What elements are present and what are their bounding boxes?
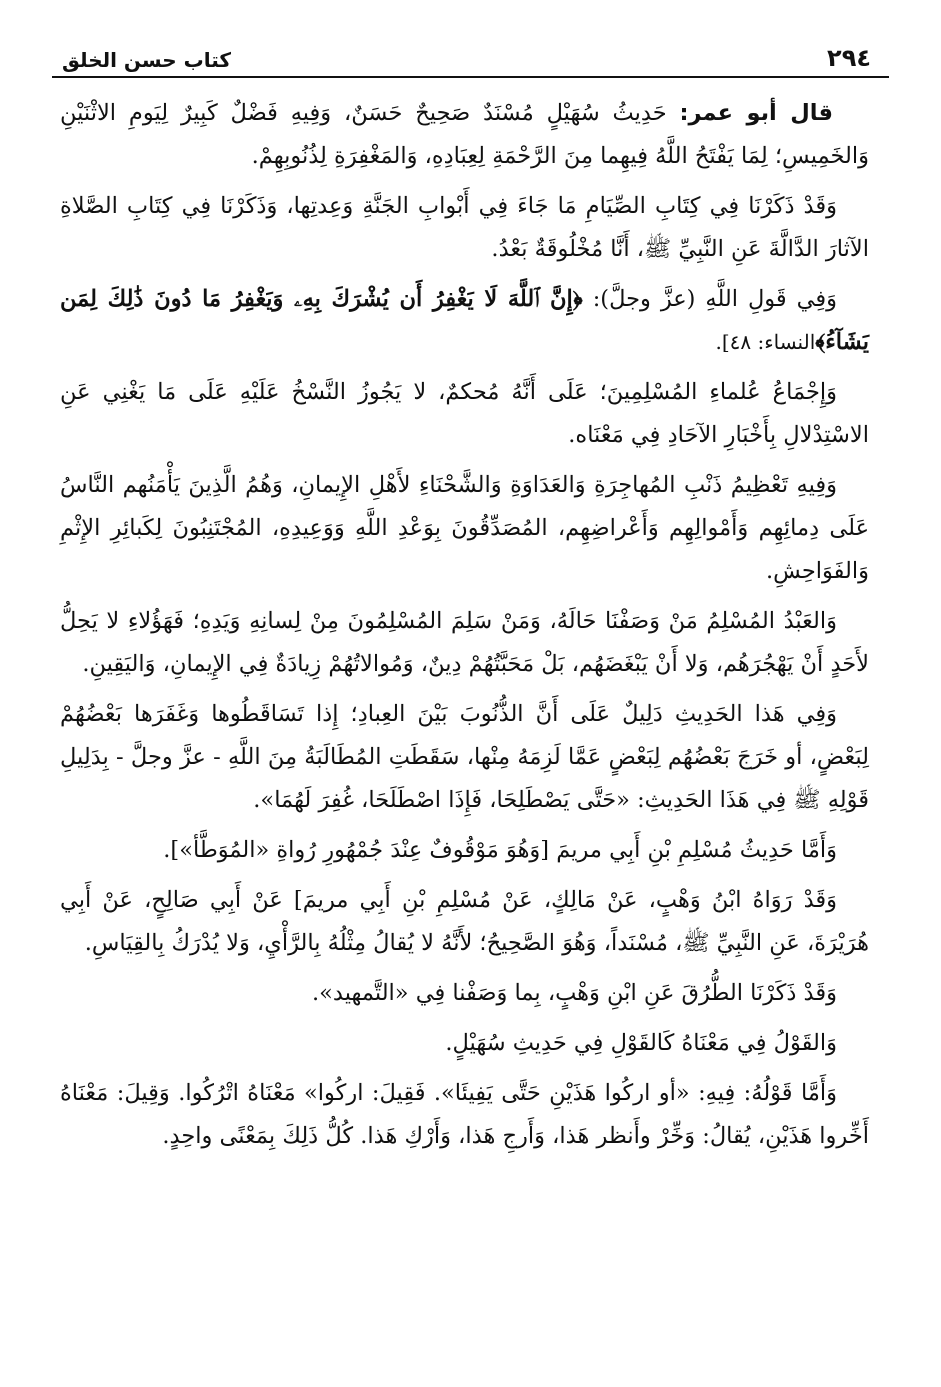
paragraph-10: وَقَدْ ذَكَرْنَا الطُّرُقَ عَنِ ابْنِ وَهْبٍ، بِما وَصَفْنا فِي «التَّمهيد». bbox=[312, 980, 837, 1006]
verse-reference: النساء: ٤٨]. bbox=[715, 330, 816, 354]
quran-verse: ﴿إِنَّ ٱللَّهَ لَا يَغْفِرُ أَن يُشْرَكَ بِهِۦ وَيَغْفِرُ مَا دُونَ ذَٰلِكَ لِمَن يَشَآءُ﴾ bbox=[60, 286, 869, 355]
paragraph-1 bbox=[60, 92, 869, 178]
paragraph-text: وَفِي قَولِ اللَّهِ (عزَّ وجلَّ): bbox=[592, 286, 838, 312]
paragraph-7: وَفِي هَذا الحَدِيثِ دَلِيلٌ عَلَى أَنَّ الذُّنُوبَ بَيْنَ العِبادِ؛ إِذا تَسَاقَطُوها وَغَفَرَها بَعْضُهُمْ لِبَعْضٍ، أو خَرَجَ بَعْضُهُم لِبَعْضٍ عَمَّا لَزِمَهُ مِنْها، سَقَطَتِ المُطَالَبَةُ مِنَ اللَّهِ - عزَّ وجلَّ - بِدَلِيلِ قَوْلِهِ ﷺ فِي هَذَا الحَدِيثِ: «حَتَّى يَصْطَلِحَا، فَإِذَا اصْطَلَحَا، غُفِرَ لَهُمَا». bbox=[60, 701, 869, 813]
paragraph-6: وَالعَبْدُ المُسْلِمُ مَنْ وَصَفْنَا حَالَهُ، وَمَنْ سَلِمَ المُسْلِمُونَ مِنْ لِسانِهِ وَيَدِهِ؛ فَهَؤُلاءِ لا يَحِلُّ لأَحَدٍ أَنْ يَهْجُرَهُم، وَلا أَنْ يَبْغَضَهُم، بَلْ مَحَبَّتُهُمْ دِينٌ، وَمُوالاتُهُمْ زِيادَةٌ فِي الإِيمانِ، وَاليَقِينِ. bbox=[60, 608, 869, 677]
paragraph-4: وَإِجْمَاعُ عُلماءِ المُسْلِمِينَ؛ عَلَى أَنَّهُ مُحكمٌ، لا يَجُوزُ النَّسْخُ عَلَيْهِ عَلَى مَا يَغْنِي عَنِ الاسْتِدْلالِ بِأَخْبَارِ الآحَادِ فِي مَعْنَاه. bbox=[60, 379, 869, 448]
paragraph-11: وَالقَوْلُ فِي مَعْنَاهُ كَالقَوْلِ فِي حَدِيثِ سُهَيْلٍ. bbox=[445, 1030, 837, 1056]
paragraph-2: وَقَدْ ذَكَرْنَا فِي كِتَابِ الصِّيَامِ مَا جَاءَ فِي أَبْوابِ الجَنَّةِ وَعِدتِها، وَذَكَرْنَا فِي كِتَابِ الصَّلاةِ الآثارَ الدَّالَّةَ عَنِ النَّبِيِّ ﷺ، أَنَّا مُخْلُوقَةٌ بَعْدُ. bbox=[60, 193, 869, 262]
page-number: ٢٩٤ bbox=[827, 44, 871, 72]
paragraph-lead: قال أبو عمر: bbox=[679, 100, 833, 126]
book-title: كتاب حسن الخلق bbox=[62, 48, 232, 72]
paragraph-9: وَقَدْ رَوَاهُ ابْنُ وَهْبٍ، عَنْ مَالِكٍ، عَنْ مُسْلِمِ بْنِ أَبِي مريمَ] عَنْ أَبِي صَالِحٍ، عَنْ أَبِي هُرَيْرَةَ، عَنِ النَّبِيِّ ﷺ، مُسْنَداً، وَهُوَ الصَّحِيحُ؛ لأَنَّهُ لا يُقالُ مِثْلُهُ بِالرَّأْيِ، وَلا يُدْرَكُ بِالقِيَاسِ. bbox=[60, 887, 869, 956]
paragraph-3 bbox=[60, 278, 869, 364]
paragraph-5: وَفِيهِ تَعْظِيمُ ذَنْبِ المُهاجِرَةِ وَالعَدَاوَةِ وَالشَّحْنَاءِ لأَهْلِ الإِيمانِ، وَهُمُ الَّذِينَ يَأْمَنُهم النَّاسُ عَلَى دِمائِهِم وَأَمْوالِهِم وَأَعْراضِهِم، المُصَدِّقُونَ بِوَعْدِ اللَّهِ وَوَعِيدِهِ، المُجْتَنِبُونَ لِكَبائِرِ الإِثْمِ وَالفَوَاحِشِ. bbox=[60, 472, 869, 584]
paragraph-8: وَأَمَّا حَدِيثُ مُسْلِمِ بْنِ أَبِي مريمَ [وَهُوَ مَوْقُوفٌ عِنْدَ جُمْهُورِ رُواةِ «المُوَطَّأ»]. bbox=[163, 837, 837, 863]
paragraph-text: حَدِيثُ سُهَيْلٍ مُسْنَدٌ صَحِيحٌ حَسَنٌ، وَفِيهِ فَضْلٌ كَبِيرٌ لِيَومِ الاثْنَيْنِ وَالخَمِيسِ؛ لِمَا يَفْتَحُ اللَّهُ فِيهِما مِنَ الرَّحْمَةِ لِعِبَادِهِ، وَالمَغْفِرَةِ لِذُنُوبِهِمْ. bbox=[60, 100, 869, 169]
paragraph-12: وَأَمَّا قَوْلُهُ: فِيهِ: «أو اركُوا هَذَيْنِ حَتَّى يَفِيئَا». فَقِيلَ: اركُوا» مَعْنَاهُ اتْرُكُوا. وَقِيلَ: مَعْنَاهُ أَخِّروا هَذَيْنِ، يُقالُ: وَخِّرْ وأَنظر هَذا، وَأَرجِ هَذا، وَأَرْكِ هَذا. كُلُّ ذَلِكَ بِمَعْنًى واحِدٍ. bbox=[60, 1080, 869, 1149]
page-header bbox=[52, 38, 889, 78]
page-body bbox=[52, 78, 889, 1158]
